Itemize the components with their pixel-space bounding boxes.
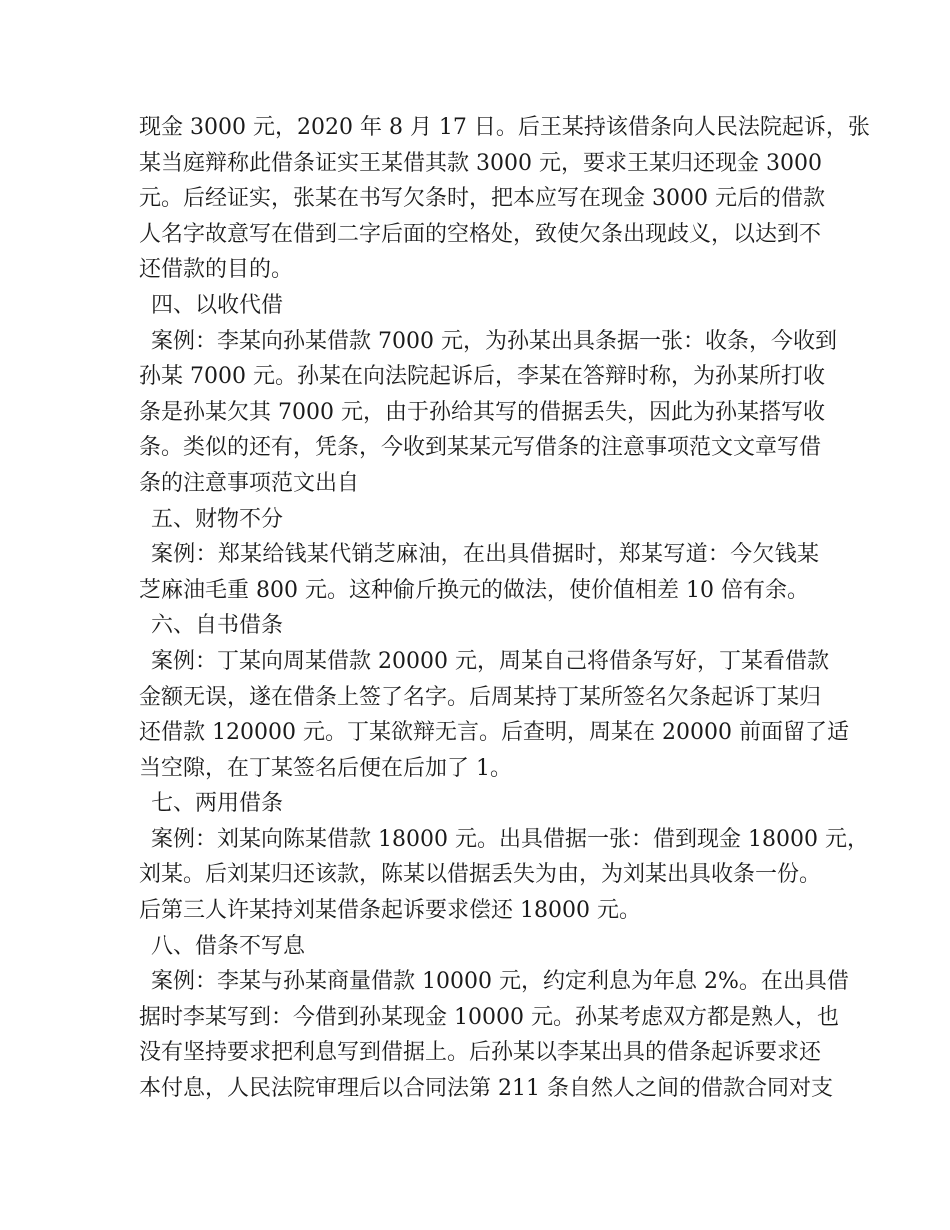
text-line: 案例：李某与孙某商量借款 10000 元，约定利息为年息 2%。在出具借 — [151, 969, 849, 995]
text-line: 金额无误，遂在借条上签了名字。后周某持丁某所签名欠条起诉丁某归 — [139, 684, 822, 710]
text-line: 案例：郑某给钱某代销芝麻油，在出具借据时，郑某写道：今欠钱某 — [151, 542, 819, 568]
section-heading: 八、借条不写息 — [151, 933, 306, 959]
text-line: 当空隙，在丁某签名后便在后加了 1。 — [139, 755, 512, 781]
text-line: 人名字故意写在借到二字后面的空格处，致使欠条出现歧义，以达到不 — [139, 221, 822, 247]
text-line: 芝麻油毛重 800 元。这种偷斤换元的做法，使价值相差 10 倍有余。 — [139, 577, 809, 603]
section-heading: 四、以收代借 — [151, 292, 284, 318]
text-line: 条是孙某欠其 7000 元，由于孙给其写的借据丢失，因此为孙某搭写收 — [139, 399, 825, 425]
section-heading: 五、财物不分 — [151, 506, 284, 532]
text-line: 现金 3000 元，2020 年 8 月 17 日。后王某持该借条向人民法院起诉，张 — [139, 115, 870, 140]
text-line: 据时李某写到：今借到孙某现金 10000 元。孙某考虑双方都是熟人，也 — [139, 1004, 839, 1030]
text-line: 某当庭辩称此借条证实王某借其款 3000 元，要求王某归还现金 3000 — [139, 150, 822, 176]
text-line: 案例：刘某向陈某借款 18000 元。出具借据一张：借到现金 18000 元， — [151, 826, 869, 852]
text-line: 刘某。后刘某归还该款，陈某以借据丢失为由，为刘某出具收条一份。 — [139, 862, 822, 888]
section-heading: 六、自书借条 — [151, 613, 284, 639]
text-line: 本付息，人民法院审理后以合同法第 211 条自然人之间的借款合同对支 — [139, 1076, 833, 1102]
text-line: 还借款 120000 元。丁某欲辩无言。后查明，周某在 20000 前面留了适 — [139, 720, 849, 746]
text-line: 元。后经证实，张某在书写欠条时，把本应写在现金 3000 元后的借款 — [139, 186, 825, 212]
text-line: 案例：丁某向周某借款 20000 元，周某自己将借条写好，丁某看借款 — [151, 648, 829, 674]
text-line: 案例：李某向孙某借款 7000 元，为孙某出具条据一张：收条，今收到 — [151, 328, 837, 354]
text-line: 后第三人许某持刘某借条起诉要求偿还 18000 元。 — [139, 898, 641, 924]
text-line: 还借款的目的。 — [139, 257, 294, 283]
text-line: 孙某 7000 元。孙某在向法院起诉后，李某在答辩时称，为孙某所打收 — [139, 364, 825, 390]
document-body — [139, 110, 870, 1107]
text-line: 条。类似的还有，凭条，今收到某某元写借条的注意事项范文文章写借 — [139, 435, 822, 461]
text-line: 条的注意事项范文出自 — [139, 470, 360, 496]
section-heading: 七、两用借条 — [151, 791, 284, 817]
text-line: 没有坚持要求把利息写到借据上。后孙某以李某出具的借条起诉要求还 — [139, 1040, 822, 1066]
